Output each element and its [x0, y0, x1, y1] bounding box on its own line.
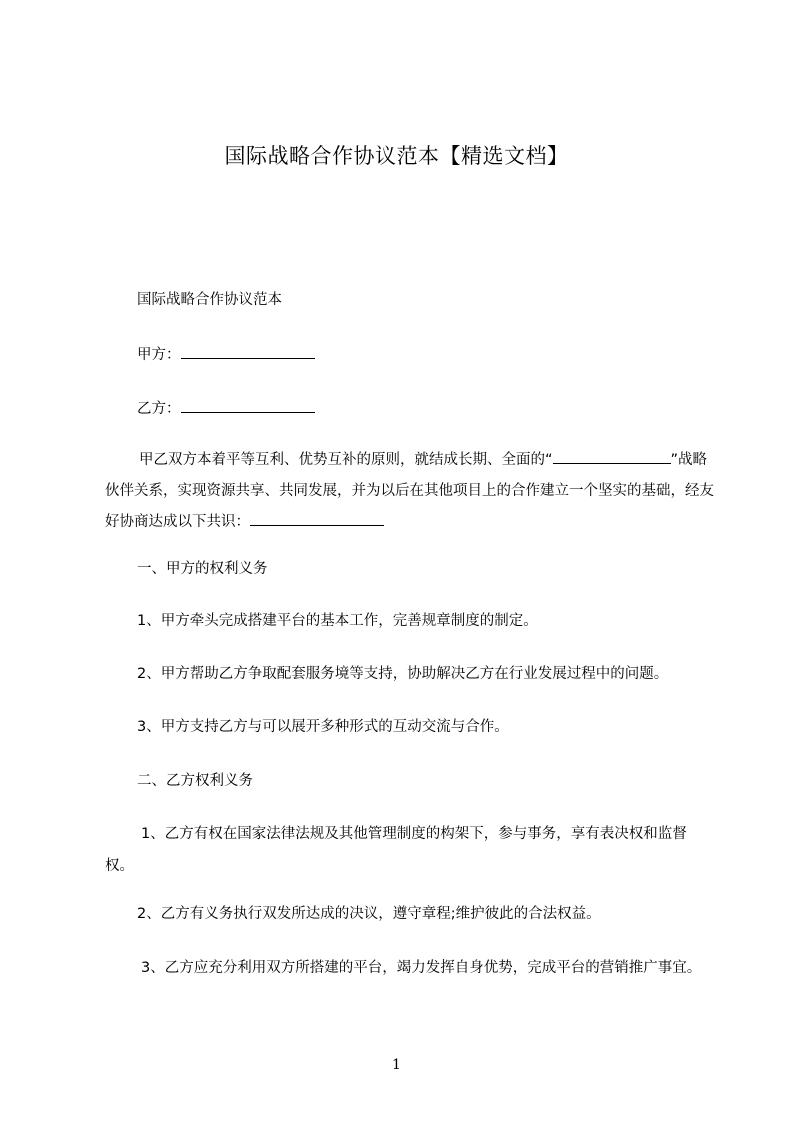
party-b-label: 乙方： [137, 401, 181, 417]
document-title: 国际战略合作协议范本【精选文档】 [224, 144, 569, 168]
section-2-item-1: 1、乙方有权在国家法律法规及其他管理制度的构架下，参与事务，享有表决权和监督权。 [105, 826, 687, 874]
section-2-heading: 二、乙方权利义务 [137, 773, 253, 789]
party-a-blank [181, 344, 315, 359]
section-1-item-2: 2、甲方帮助乙方争取配套服务境等支持，协助解决乙方在行业发展过程中的问题。 [137, 666, 669, 682]
section-2-item-2: 2、乙方有义务执行双发所达成的决议，遵守章程;维护彼此的合法权益。 [137, 906, 601, 922]
party-b-line [137, 398, 315, 419]
partnership-name-blank [553, 449, 671, 464]
intro-paragraph [105, 445, 715, 538]
party-b-blank [181, 398, 315, 413]
agreement-subtitle: 国际战略合作协议范本 [137, 292, 282, 308]
page-number: 1 [392, 1057, 401, 1073]
section-2-item-3: 3、乙方应充分利用双方所搭建的平台，竭力发挥自身优势，完成平台的营销推广事宜。 [141, 960, 702, 976]
intro-text-part1: 甲乙双方本着平等互利、优势互补的原则，就结成长期、全面的“ [139, 452, 553, 468]
party-a-label: 甲方： [137, 347, 181, 363]
section-1-item-1: 1、甲方牵头完成搭建平台的基本工作，完善规章制度的制定。 [137, 613, 538, 629]
consensus-blank [250, 511, 384, 526]
section-1-heading: 一、甲方的权利义务 [137, 561, 268, 577]
party-a-line [137, 344, 315, 365]
section-1-item-3: 3、甲方支持乙方与可以展开多种形式的互动交流与合作。 [137, 719, 509, 735]
intro-text-part2: ”战略伙伴关系，实现资源共享、共同发展，并为以后在其他项目上的合作建立一个坚实的基础，经友好协商达成以下共识： [105, 452, 714, 530]
